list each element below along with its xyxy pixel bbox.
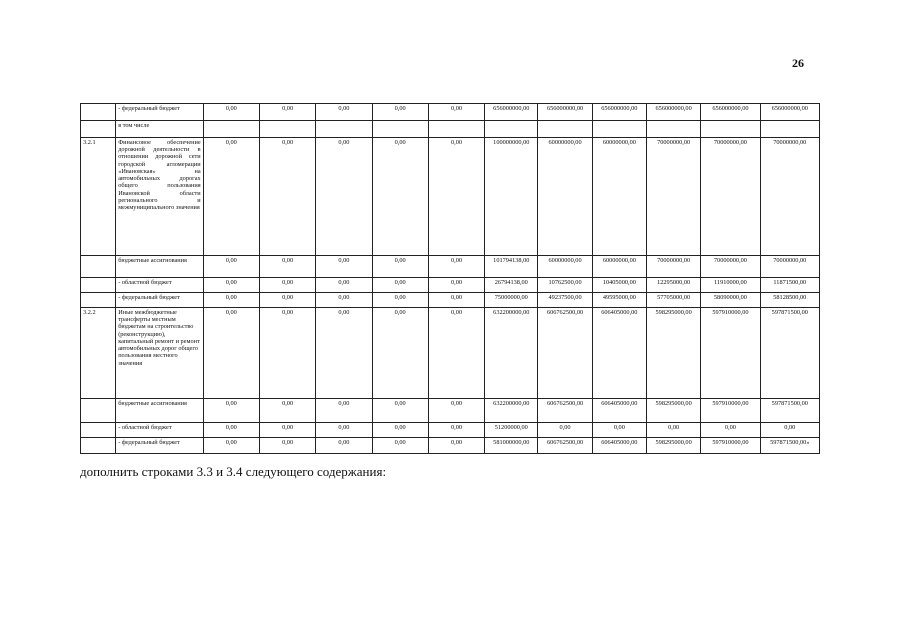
table-row [81, 423, 820, 438]
value-cell: 606405000,00 [592, 399, 646, 423]
value-cell: 26794138,00 [485, 278, 538, 293]
row-index-cell: 3.2.2 [81, 308, 116, 399]
value-cell: 656000000,00 [592, 104, 646, 121]
value-cell: 0,00 [372, 293, 428, 308]
value-cell: 598295000,00 [646, 308, 700, 399]
value-cell [760, 121, 819, 138]
value-cell: 60000000,00 [592, 138, 646, 256]
value-cell: 0,00 [259, 138, 315, 256]
value-cell: 656000000,00 [646, 104, 700, 121]
value-cell: 70000000,00 [701, 138, 760, 256]
value-cell: 597910000,00 [701, 438, 760, 454]
table-row [81, 399, 820, 423]
value-cell: 0,00 [203, 104, 259, 121]
value-cell: 656000000,00 [485, 104, 538, 121]
value-cell: 60000000,00 [592, 256, 646, 278]
value-cell: 0,00 [372, 399, 428, 423]
value-cell: 0,00 [259, 438, 315, 454]
value-cell: 0,00 [372, 308, 428, 399]
table-row [81, 438, 820, 454]
row-label-cell: бюджетные ассигнования [116, 399, 203, 423]
value-cell: 0,00 [428, 293, 484, 308]
value-cell [538, 121, 592, 138]
value-cell: 0,00 [203, 256, 259, 278]
row-label-cell: - федеральный бюджет [116, 293, 203, 308]
value-cell: 656000000,00 [760, 104, 819, 121]
value-cell: 632200000,00 [485, 399, 538, 423]
value-cell: 0,00 [372, 278, 428, 293]
table-row [81, 104, 820, 121]
value-cell: 0,00 [203, 399, 259, 423]
value-cell: 0,00 [592, 423, 646, 438]
page-number: 26 [792, 56, 804, 70]
value-cell: 0,00 [428, 278, 484, 293]
value-cell: 0,00 [428, 138, 484, 256]
table-row [81, 293, 820, 308]
value-cell: 0,00 [428, 399, 484, 423]
row-label-cell: в том числе [116, 121, 203, 138]
value-cell: 0,00 [428, 438, 484, 454]
value-cell: 100000000,00 [485, 138, 538, 256]
value-cell: 0,00 [701, 423, 760, 438]
row-index-cell [81, 104, 116, 121]
value-cell: 606762500,00 [538, 438, 592, 454]
value-cell: 60000000,00 [538, 256, 592, 278]
value-cell: 70000000,00 [646, 256, 700, 278]
row-label-cell: Финансовое обеспечение дорожной деятельности в отношении дорожной сети городской агломерации «Ивановская» на автомобильных дорогах общего пользования Ивановской области регионального и межмуниципального значения [116, 138, 203, 256]
table-body [81, 104, 820, 454]
value-cell: 0,00 [372, 438, 428, 454]
value-cell: 70000000,00 [646, 138, 700, 256]
value-cell: 70000000,00 [760, 138, 819, 256]
value-cell: 49595000,00 [592, 293, 646, 308]
value-cell: 0,00 [316, 399, 372, 423]
value-cell: 0,00 [203, 308, 259, 399]
value-cell: 606762500,00 [538, 308, 592, 399]
value-cell: 70000000,00 [760, 256, 819, 278]
row-label-cell: - областной бюджет [116, 278, 203, 293]
row-index-cell [81, 399, 116, 423]
value-cell: 0,00 [316, 104, 372, 121]
value-cell: 0,00 [428, 256, 484, 278]
value-cell: 101794138,00 [485, 256, 538, 278]
value-cell [646, 121, 700, 138]
value-cell: 606405000,00 [592, 308, 646, 399]
value-cell [428, 121, 484, 138]
value-cell [485, 121, 538, 138]
value-cell: 0,00 [372, 104, 428, 121]
value-cell: 0,00 [259, 399, 315, 423]
value-cell [203, 121, 259, 138]
row-index-cell [81, 293, 116, 308]
value-cell: 597871500,00 [760, 308, 819, 399]
value-cell: 75000000,00 [485, 293, 538, 308]
value-cell: 597910000,00 [701, 399, 760, 423]
budget-table [80, 103, 820, 454]
value-cell: 0,00 [316, 423, 372, 438]
value-cell: 0,00 [316, 138, 372, 256]
value-cell: 597871500,00 [760, 399, 819, 423]
value-cell: 656000000,00 [701, 104, 760, 121]
value-cell [592, 121, 646, 138]
value-cell: 10405000,00 [592, 278, 646, 293]
row-label-cell: бюджетные ассигнования [116, 256, 203, 278]
value-cell: 0,00 [259, 256, 315, 278]
value-cell: 57705000,00 [646, 293, 700, 308]
value-cell: 598295000,00 [646, 399, 700, 423]
value-cell: 0,00 [203, 423, 259, 438]
row-label-cell: - федеральный бюджет [116, 438, 203, 454]
value-cell: 0,00 [372, 138, 428, 256]
value-cell: 581000000,00 [485, 438, 538, 454]
value-cell: 51200000,00 [485, 423, 538, 438]
value-cell: 0,00 [203, 278, 259, 293]
value-cell: 0,00 [428, 308, 484, 399]
value-cell: 60000000,00 [538, 138, 592, 256]
value-cell: 70000000,00 [701, 256, 760, 278]
value-cell: 0,00 [259, 308, 315, 399]
row-label-cell: Иные межбюджетные трансферты местным бюджетам на строительство (реконструкцию), капитальный ремонт и ремонт автомобильных дорог общего пользования местного значения [116, 308, 203, 399]
row-index-cell [81, 256, 116, 278]
value-cell: 11871500,00 [760, 278, 819, 293]
row-index-cell [81, 438, 116, 454]
value-cell: 597871500,00» [760, 438, 819, 454]
value-cell [372, 121, 428, 138]
value-cell: 597910000,00 [701, 308, 760, 399]
value-cell: 598295000,00 [646, 438, 700, 454]
row-label-cell: - федеральный бюджет [116, 104, 203, 121]
value-cell: 656000000,00 [538, 104, 592, 121]
value-cell: 11910000,00 [701, 278, 760, 293]
value-cell: 0,00 [259, 278, 315, 293]
value-cell: 0,00 [259, 104, 315, 121]
value-cell: 0,00 [203, 438, 259, 454]
table-row [81, 256, 820, 278]
append-note: дополнить строками 3.3 и 3.4 следующего содержания: [80, 464, 387, 479]
value-cell: 49237500,00 [538, 293, 592, 308]
value-cell: 0,00 [316, 293, 372, 308]
value-cell: 606405000,00 [592, 438, 646, 454]
value-cell: 10762500,00 [538, 278, 592, 293]
value-cell [701, 121, 760, 138]
value-cell [316, 121, 372, 138]
table-row [81, 138, 820, 256]
value-cell: 0,00 [760, 423, 819, 438]
value-cell: 0,00 [428, 423, 484, 438]
value-cell: 0,00 [203, 138, 259, 256]
row-index-cell [81, 423, 116, 438]
value-cell: 0,00 [316, 308, 372, 399]
value-cell: 0,00 [538, 423, 592, 438]
value-cell: 0,00 [372, 423, 428, 438]
value-cell [259, 121, 315, 138]
value-cell: 0,00 [203, 293, 259, 308]
row-label-cell: - областной бюджет [116, 423, 203, 438]
value-cell: 0,00 [316, 256, 372, 278]
value-cell: 0,00 [316, 278, 372, 293]
table-row [81, 121, 820, 138]
row-index-cell [81, 121, 116, 138]
value-cell: 632200000,00 [485, 308, 538, 399]
value-cell: 0,00 [428, 104, 484, 121]
row-index-cell [81, 278, 116, 293]
value-cell: 0,00 [316, 438, 372, 454]
value-cell: 58090000,00 [701, 293, 760, 308]
value-cell: 0,00 [259, 423, 315, 438]
value-cell: 0,00 [259, 293, 315, 308]
value-cell: 0,00 [372, 256, 428, 278]
value-cell: 12295000,00 [646, 278, 700, 293]
value-cell: 58128500,00 [760, 293, 819, 308]
value-cell: 0,00 [646, 423, 700, 438]
value-cell: 606762500,00 [538, 399, 592, 423]
table-row [81, 308, 820, 399]
table-row [81, 278, 820, 293]
row-index-cell: 3.2.1 [81, 138, 116, 256]
